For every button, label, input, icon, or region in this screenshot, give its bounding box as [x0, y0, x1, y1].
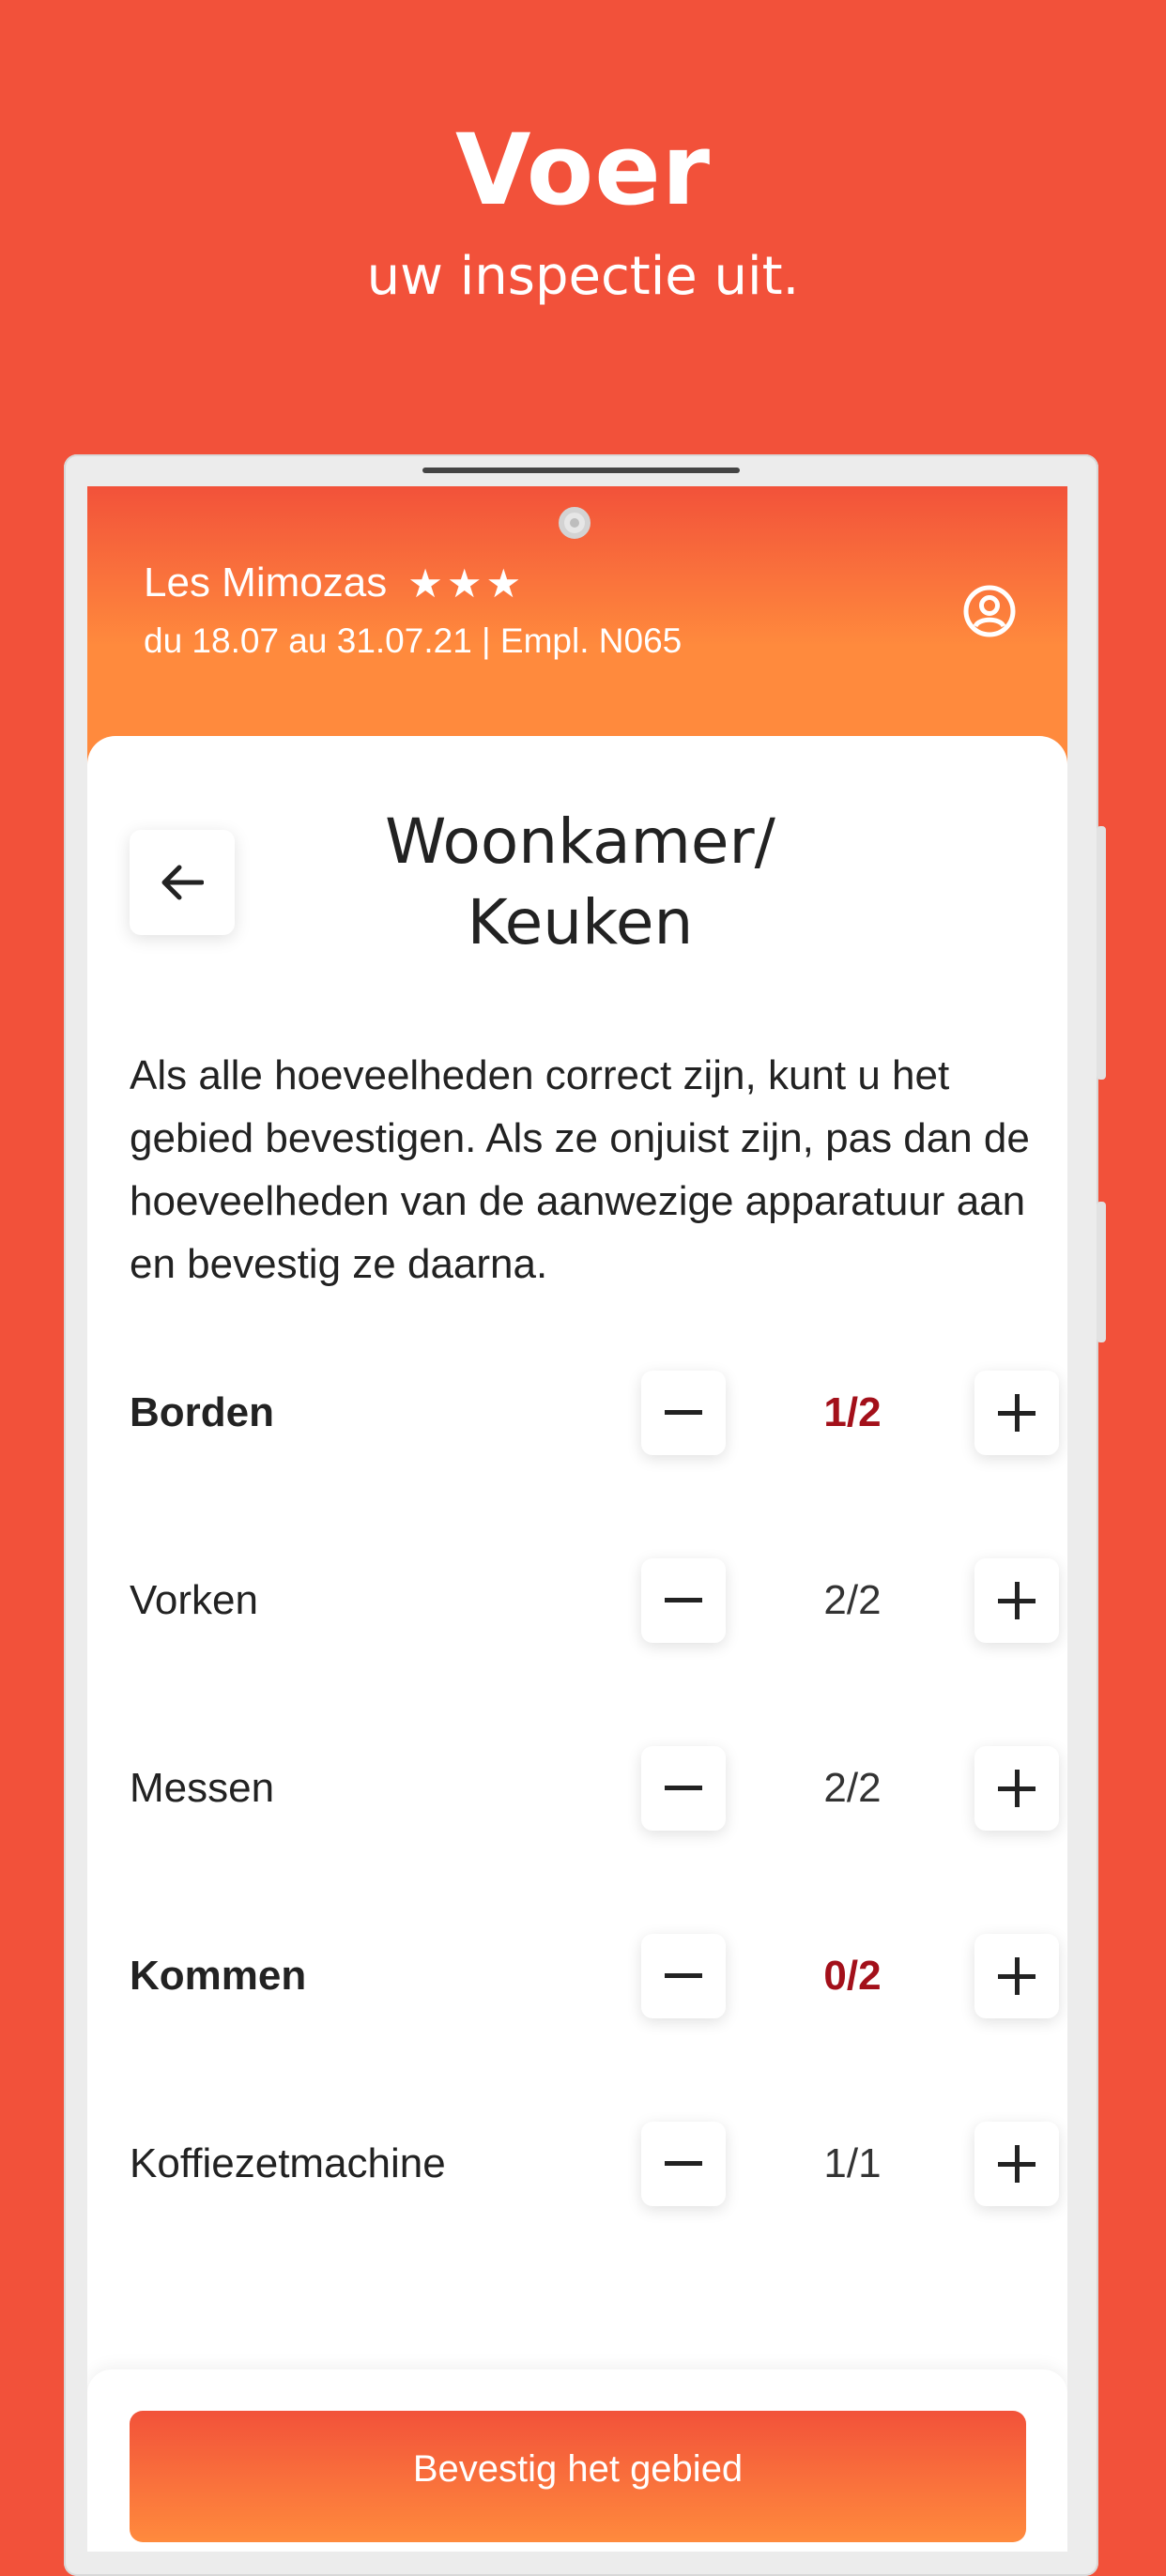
item-quantity: 2/2 — [823, 1765, 882, 1811]
decrement-button[interactable] — [641, 1934, 726, 2018]
minus-icon — [665, 1973, 702, 1979]
plus-icon — [998, 1394, 1036, 1432]
user-circle-icon[interactable] — [962, 584, 1017, 638]
minus-icon — [665, 1598, 702, 1603]
increment-button[interactable] — [974, 1558, 1059, 1643]
minus-icon — [665, 1410, 702, 1416]
item-quantity: 1/2 — [823, 1389, 882, 1435]
promo-subtitle: uw inspectie uit. — [366, 246, 800, 307]
item-label: Kommen — [130, 1953, 307, 1999]
decrement-button[interactable] — [641, 1371, 726, 1455]
arrow-left-icon — [161, 864, 204, 901]
list-item — [130, 1746, 1021, 1831]
minus-icon — [665, 1786, 702, 1791]
item-label: Messen — [130, 1765, 275, 1811]
plus-icon — [998, 1957, 1036, 1995]
promo-title: Voer — [454, 113, 712, 227]
instructions-text: Als alle hoeveelheden correct zijn, kunt u het gebied bevestigen. Als ze onjuist zijn, pas dan de hoeveelheden van de aanwezige apparatuur aan en bevestig ze daarna. — [130, 1052, 1030, 1287]
list-item — [130, 1934, 1021, 2018]
list-item — [130, 1371, 1021, 1455]
phone-side-button — [1097, 1202, 1106, 1342]
decrement-button[interactable] — [641, 1558, 726, 1643]
page-title-line1: Woonkamer/ — [385, 805, 775, 878]
increment-button[interactable] — [974, 1371, 1059, 1455]
list-item — [130, 1558, 1021, 1643]
increment-button[interactable] — [974, 1934, 1059, 2018]
confirm-area-button[interactable]: Bevestig het gebied — [130, 2411, 1026, 2542]
camera-icon — [559, 507, 591, 539]
phone-speaker — [422, 468, 740, 473]
item-label: Koffiezetmachine — [130, 2140, 446, 2186]
inspection-card — [87, 736, 1067, 2552]
increment-button[interactable] — [974, 1746, 1059, 1831]
item-quantity: 1/1 — [823, 2140, 882, 2186]
plus-icon — [998, 2145, 1036, 2183]
plus-icon — [998, 1582, 1036, 1619]
list-item — [130, 2122, 1021, 2206]
item-label: Borden — [130, 1389, 274, 1435]
stay-details: du 18.07 au 31.07.21 | Empl. N065 — [144, 621, 683, 660]
increment-button[interactable] — [974, 2122, 1059, 2206]
page-title-line2: Keuken — [467, 886, 694, 958]
item-label: Vorken — [130, 1577, 258, 1623]
item-quantity: 2/2 — [823, 1577, 882, 1623]
minus-icon — [665, 2161, 702, 2167]
item-quantity: 0/2 — [823, 1953, 882, 1999]
app-screen — [87, 486, 1067, 2552]
plus-icon — [998, 1770, 1036, 1807]
back-button[interactable] — [130, 830, 235, 935]
page-title — [275, 802, 885, 963]
star-rating: ★★★ — [407, 560, 526, 606]
phone-side-button — [1097, 826, 1106, 1080]
decrement-button[interactable] — [641, 2122, 726, 2206]
property-name: Les Mimozas — [144, 560, 388, 606]
decrement-button[interactable] — [641, 1746, 726, 1831]
property-title — [144, 560, 525, 606]
